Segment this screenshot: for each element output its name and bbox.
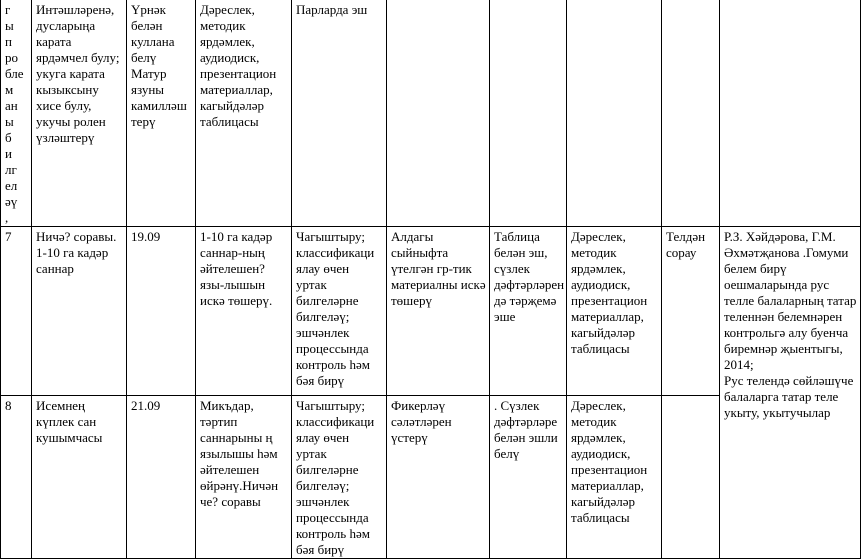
cell-activity: Чагыштыру; классификаци ялау өчен уртак билгеләрне билгеләү; эшчәнлек процессында контроль һәм бәя бирү <box>292 227 387 396</box>
cell-number: 8 <box>1 396 32 559</box>
cell-topic: Исемнең күплек сан кушымчасы <box>32 396 127 559</box>
cell-number: г ы п ро бле м ан ы б и лг ел әү , <box>1 0 32 227</box>
cell-topic: Интәшләренә, дусларыңа карата ярдәмчел булу; укуга карата кызыксыну хисе булу, укучы ролен үзләштерү <box>32 0 127 227</box>
cell-activity: Чагыштыру; классификаци ялау өчен уртак билгеләрне билгеләү; эшчәнлек процессында контроль һәм бәя бирү <box>292 396 387 559</box>
cell-date: Үрнәк белән куллана белү Матур язуны камилләш терү <box>127 0 196 227</box>
cell-notes: Телдән сорау <box>662 227 720 396</box>
cell-notes <box>662 396 720 559</box>
cell-activity: Парларда эш <box>292 0 387 227</box>
cell-control <box>387 0 490 227</box>
cell-literature: Р.З. Хәйдәрова, Г.М. Әхмәтҗанова .Гомуми белем бирү оешмаларында рус телле балаларның татар теленнән белемнәрен контрольгә алу буенча биремнәр җыентыгы, 2014; Рус телендә сөйләшүче балаларга татар теле укыту, укытучылар <box>720 227 861 559</box>
cell-homework: Таблица белән эш, сүзлек дәфтәрләрен дә тәрҗемә эше <box>490 227 567 396</box>
table-row <box>1 0 861 227</box>
cell-homework: . Сүзлек дәфтәрләре белән эшли белү <box>490 396 567 559</box>
cell-resources: Дәреслек, методик ярдәмлек, аудиодиск, презентацион материаллар, кагыйдәләр таблицасы <box>567 227 662 396</box>
cell-control: Фикерләү сәләтләрен үстерү <box>387 396 490 559</box>
cell-notes <box>662 0 720 227</box>
cell-topic: Ничә? соравы. 1-10 га кадәр саннар <box>32 227 127 396</box>
cell-homework <box>490 0 567 227</box>
cell-date: 21.09 <box>127 396 196 559</box>
cell-date: 19.09 <box>127 227 196 396</box>
table-row <box>1 227 861 396</box>
cell-control: Алдагы сыйныфта үтелгән гр-тик материалны искә төшерү <box>387 227 490 396</box>
cell-literature <box>720 0 861 227</box>
cell-content: Дәреслек, методик ярдәмлек, аудиодиск, презентацион материаллар, кагыйдәләр таблицасы <box>196 0 292 227</box>
cell-resources <box>567 0 662 227</box>
cell-content: Микъдар, тәртип саннарыны ң язылышы һәм әйтелешен өйрәнү.Ничән че? соравы <box>196 396 292 559</box>
cell-resources: Дәреслек, методик ярдәмлек, аудиодиск, презентацион материаллар, кагыйдәләр таблицасы <box>567 396 662 559</box>
cell-number: 7 <box>1 227 32 396</box>
cell-content: 1-10 га кадәр саннар-ның әйтелешен? язы-лышын искә төшерү. <box>196 227 292 396</box>
